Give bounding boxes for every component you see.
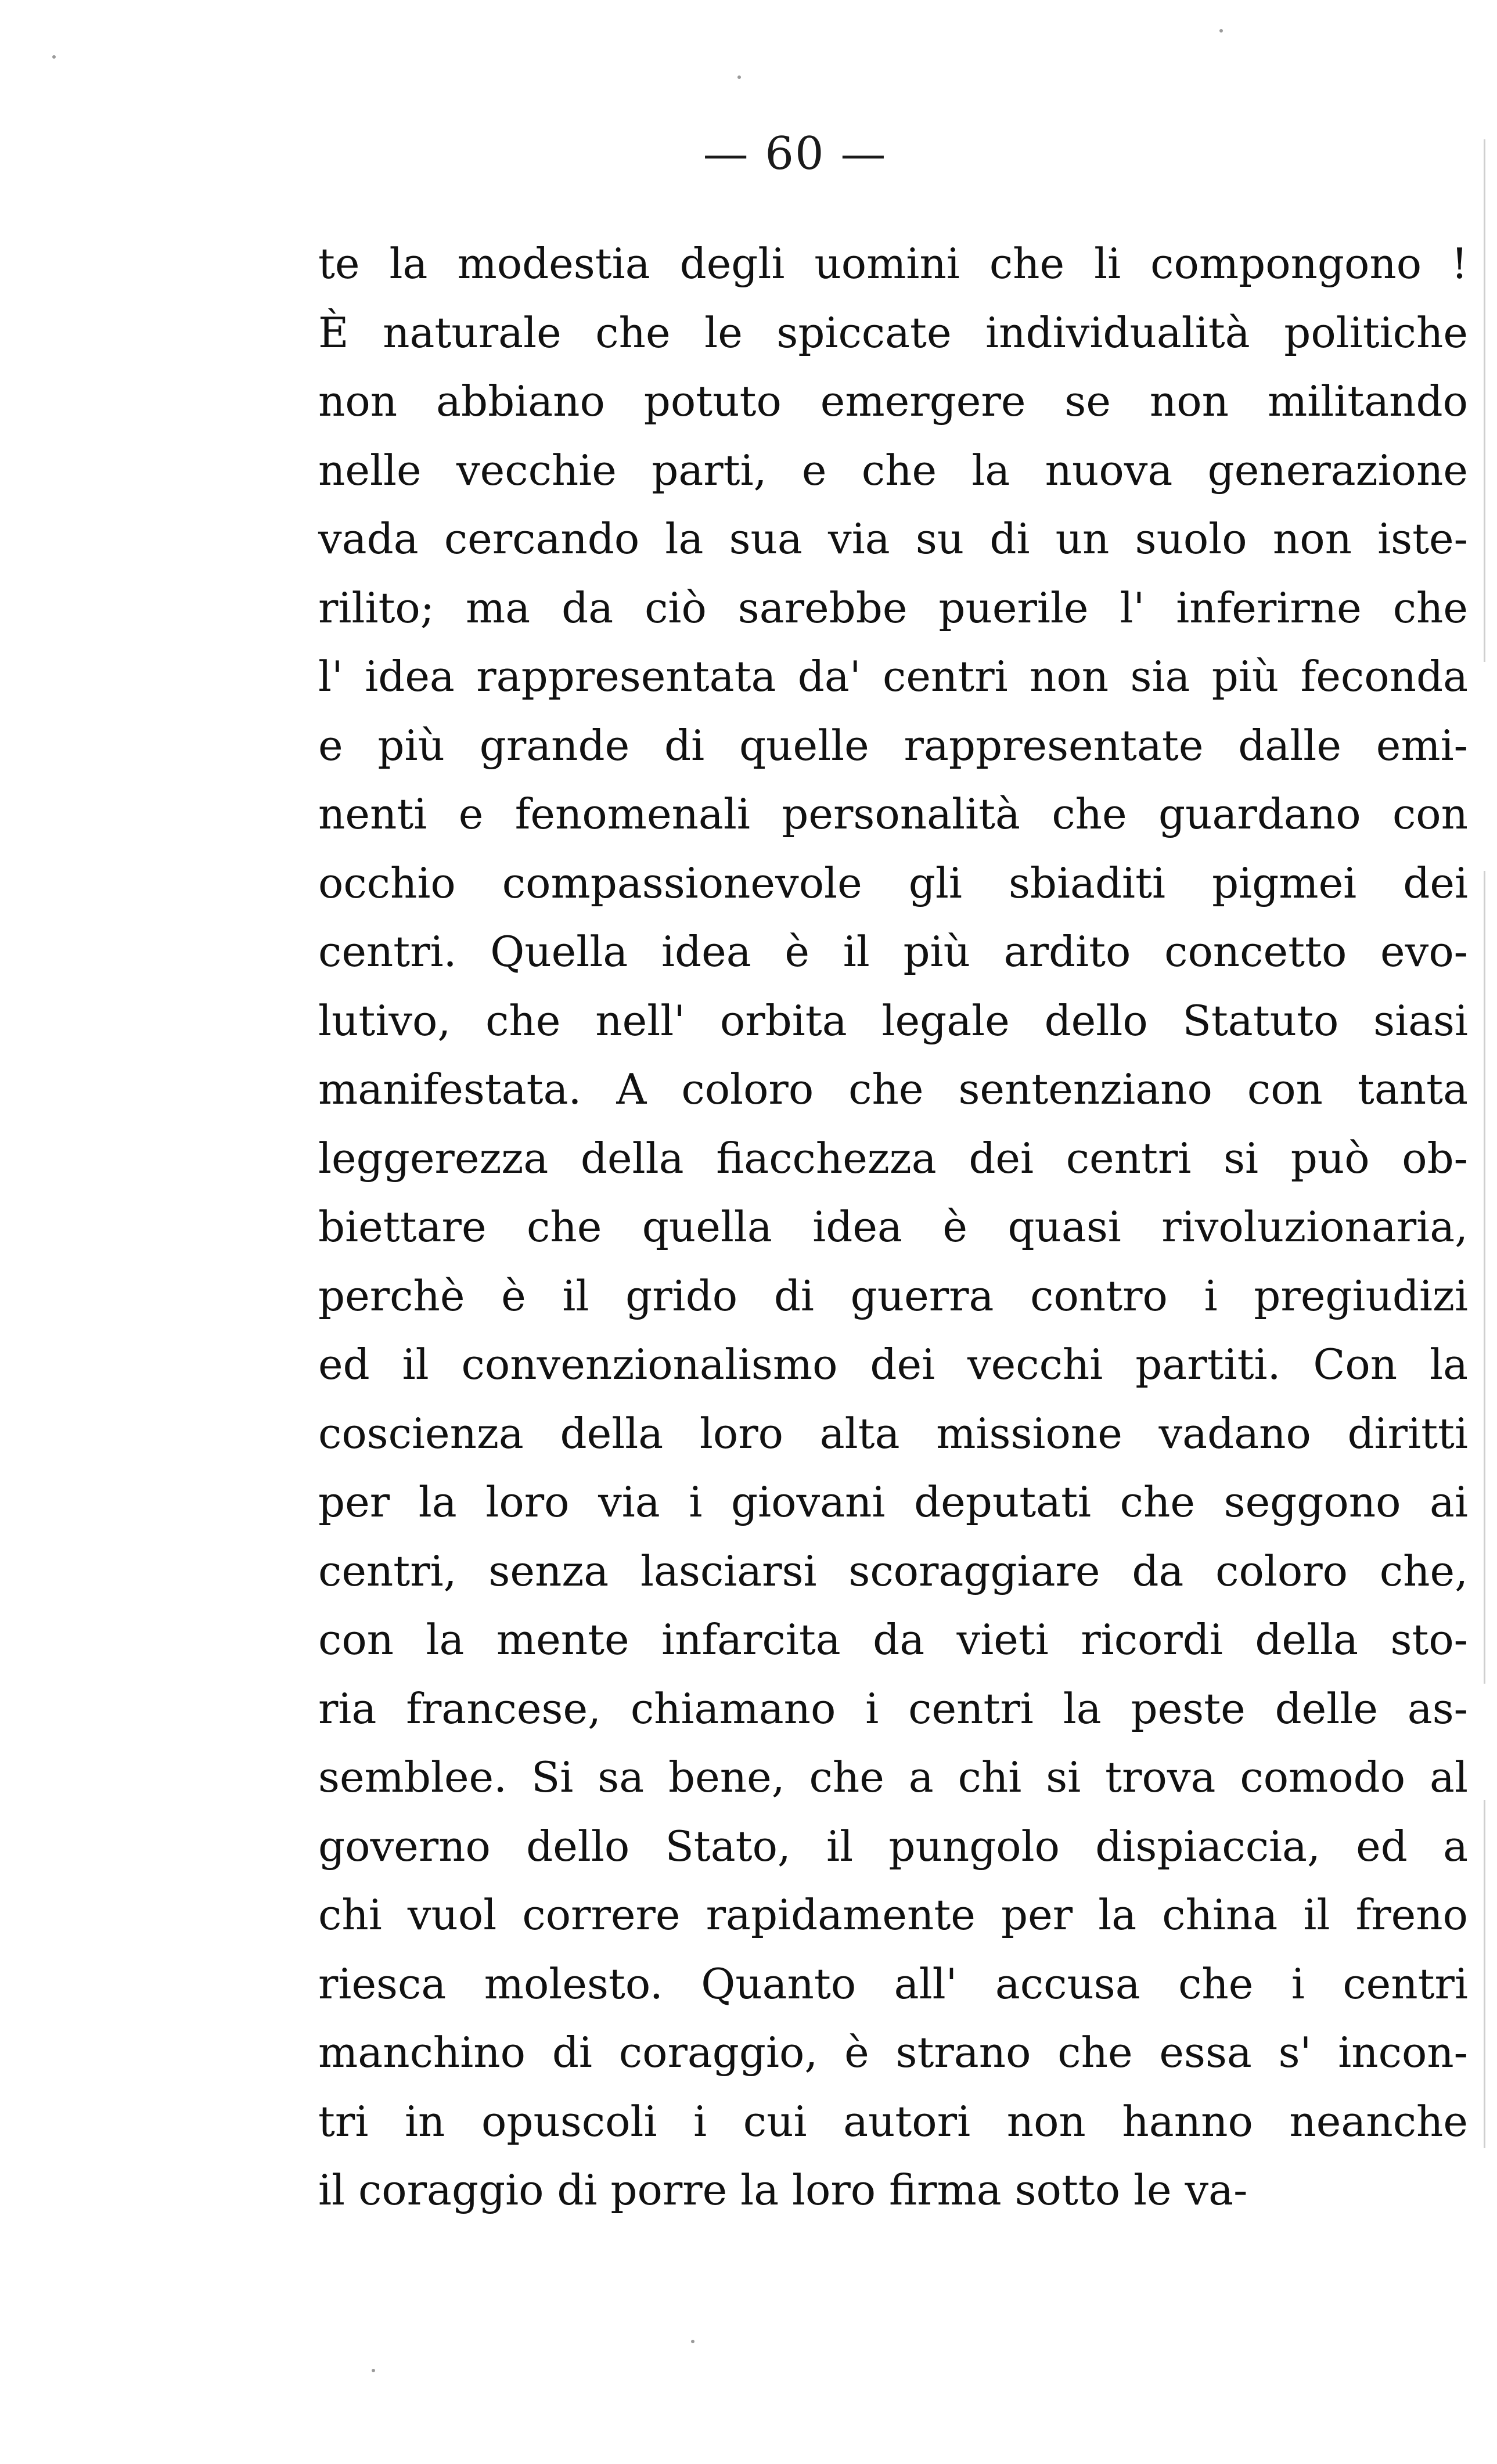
- text-line: il coraggio di porre la loro firma sotto le va-: [318, 2166, 1248, 2214]
- page-number: — 60 —: [703, 128, 887, 180]
- text-line: te la modestia degli uomini che li compongono !: [318, 239, 1468, 288]
- text-line: nelle vecchie parti, e che la nuova generazione: [318, 445, 1468, 495]
- text-line: ria francese, chiamano i centri la peste delle as-: [318, 1684, 1468, 1733]
- scan-edge-mark: [1484, 1800, 1485, 2148]
- scan-speck: [737, 75, 741, 79]
- text-line: governo dello Stato, il pungolo dispiaccia, ed a: [318, 1821, 1468, 1871]
- text-line: manchino di coraggio, è strano che essa s' incon-: [318, 2028, 1468, 2077]
- scan-speck: [52, 55, 56, 59]
- scan-speck: [1219, 29, 1223, 33]
- scan-edge-mark: [1484, 139, 1485, 662]
- text-line: semblee. Si sa bene, che a chi si trova comodo al: [318, 1753, 1468, 1802]
- text-line: rilito; ma da ciò sarebbe puerile l' inferirne che: [318, 583, 1468, 632]
- scan-speck: [691, 2340, 694, 2343]
- text-line: chi vuol correre rapidamente per la china il freno: [318, 1890, 1468, 1939]
- text-line: coscienza della loro alta missione vadano diritti: [318, 1408, 1468, 1458]
- text-line: per la loro via i giovani deputati che seggono ai: [318, 1478, 1468, 1526]
- text-line: nenti e fenomenali personalità che guardano con: [318, 790, 1468, 838]
- text-line: lutivo, che nell' orbita legale dello Statuto siasi: [318, 996, 1468, 1045]
- text-line: centri, senza lasciarsi scoraggiare da coloro che,: [318, 1546, 1468, 1595]
- text-line: vada cercando la sua via su di un suolo non iste-: [318, 514, 1468, 563]
- scan-edge-mark: [1484, 871, 1485, 1684]
- text-line: biettare che quella idea è quasi rivoluzionaria,: [318, 1202, 1468, 1251]
- text-line: ed il convenzionalismo dei vecchi partiti. Con la: [318, 1340, 1468, 1389]
- text-line: leggerezza della fiacchezza dei centri si può ob-: [318, 1133, 1468, 1183]
- text-line: con la mente infarcita da vieti ricordi della sto-: [318, 1615, 1468, 1664]
- text-line: occhio compassionevole gli sbiaditi pigmei dei: [318, 858, 1468, 907]
- text-line: e più grande di quelle rappresentate dalle emi-: [318, 721, 1468, 770]
- text-line: l' idea rappresentata da' centri non sia più feconda: [318, 652, 1468, 701]
- text-line: non abbiano potuto emergere se non militando: [318, 377, 1468, 426]
- body-text: [318, 229, 1468, 2225]
- text-line: riesca molesto. Quanto all' accusa che i centri: [318, 1959, 1468, 2008]
- scan-speck: [372, 2369, 375, 2372]
- text-line: perchè è il grido di guerra contro i pregiudizi: [318, 1271, 1468, 1320]
- text-line: manifestata. A coloro che sentenziano con tanta: [318, 1065, 1468, 1114]
- text-line: tri in opuscoli i cui autori non hanno neanche: [318, 2096, 1468, 2146]
- text-line: centri. Quella idea è il più ardito concetto evo-: [318, 927, 1468, 976]
- text-line: È naturale che le spiccate individualità politiche: [318, 308, 1468, 357]
